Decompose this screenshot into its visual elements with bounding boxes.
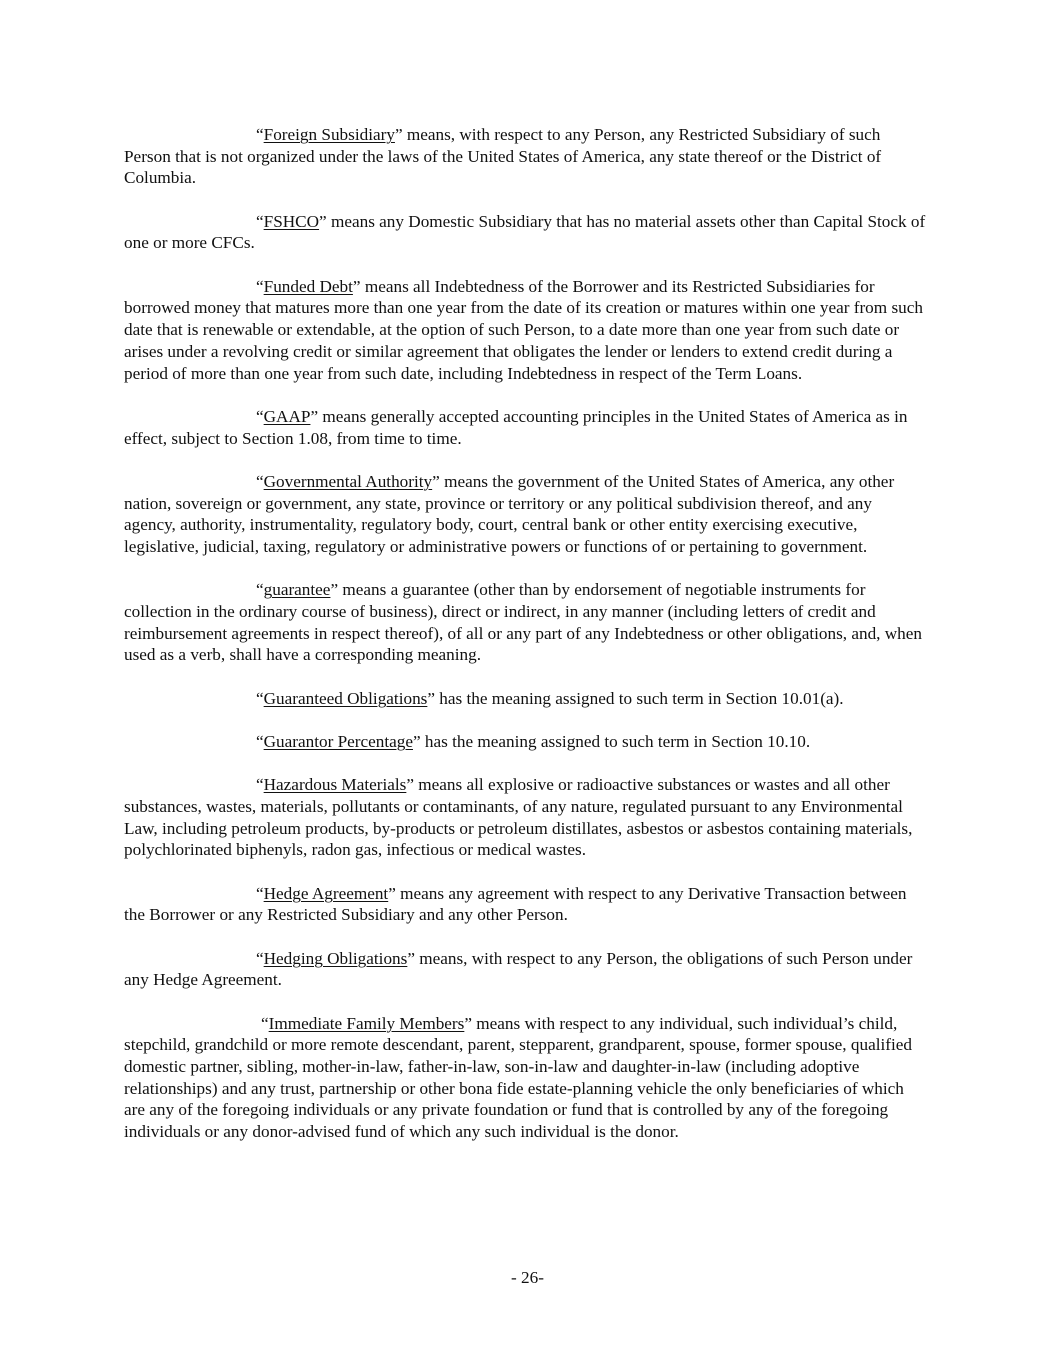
definition-text: ” means a guarantee (other than by endorsement of negotiable instruments for collection in the ordinary course of business), direct or indirect, in any manner (including letters of credit and reimbursement agreements in respect thereof), of all or any part of any Indebtedness or other obligations, and, when used as a verb, shall have a corresponding meaning. <box>124 580 922 665</box>
definition-text: ” means any agreement with respect to any Derivative Transaction between the Borrower or any Restricted Subsidiary and any other Person. <box>124 883 907 925</box>
defined-term: Immediate Family Members <box>268 1013 465 1033</box>
defined-term: Guarantor Percentage <box>263 731 413 751</box>
definition-governmental-authority: “Governmental Authority” means the government of the United States of America, any other nation, sovereign or government, any state, province or territory or any political subdivision thereof, and any agency, authority, instrumentality, regulatory body, court, central bank or other entity exercising executive, legislative, judicial, taxing, regulatory or administrative powers or functions of or pertaining to government. <box>124 471 895 556</box>
definition-text: ” means the government of the United States of America, any other nation, sovereign or government, any state, province or territory or any political subdivision thereof, and any agency, authority, instrumentality, regulatory body, court, central bank or other entity exercising executive, legislative, judicial, taxing, regulatory or administrative powers or functions of or pertaining to government. <box>124 471 895 556</box>
defined-term: guarantee <box>263 580 331 600</box>
definition-text: ” means all explosive or radioactive substances or wastes and all other substances, wastes, materials, pollutants or contaminants, of any nature, regulated pursuant to any Environmental Law, including petroleum products, by-products or petroleum distillates, asbestos or asbestos containing materials, polychlorinated biphenyls, radon gas, infectious or medical wastes. <box>124 775 913 860</box>
definition-guaranteed-obligations: “Guaranteed Obligations” has the meaning assigned to such term in Section 10.01(a). <box>256 688 844 708</box>
definition-text: ” means generally accepted accounting principles in the United States of America as in effect, subject to Section 1.08, from time to time. <box>124 406 908 448</box>
definition-text: ” has the meaning assigned to such term in Section 10.10. <box>413 731 811 751</box>
definition-gaap: “GAAP” means generally accepted accounting principles in the United States of America as in effect, subject to Section 1.08, from time to time. <box>124 406 908 448</box>
definition-guarantee: “guarantee” means a guarantee (other than by endorsement of negotiable instruments for collection in the ordinary course of business), direct or indirect, in any manner (including letters of credit and reimbursement agreements in respect thereof), of all or any part of any Indebtedness or other obligations, and, when used as a verb, shall have a corresponding meaning. <box>124 580 922 665</box>
definition-funded-debt: “Funded Debt” means all Indebtedness of the Borrower and its Restricted Subsidiaries for borrowed money that matures more than one year from the date of its creation or matures within one year from such date that is renewable or extendable, at the option of such Person, to a date more than one year from such date or arises under a revolving credit or similar agreement that obligates the lender or lenders to extend credit during a period of more than one year from such date, including Indebtedness in respect of the Term Loans. <box>124 276 923 383</box>
defined-term: Guaranteed Obligations <box>263 688 428 708</box>
defined-term: GAAP <box>263 406 311 426</box>
definition-text: ” means, with respect to any Person, the obligations of such Person under any Hedge Agreement. <box>124 948 913 990</box>
definition-text: ” has the meaning assigned to such term in Section 10.01(a). <box>427 688 844 708</box>
definition-text: ” means any Domestic Subsidiary that has no material assets other than Capital Stock of one or more CFCs. <box>124 211 926 253</box>
definition-hedging-obligations: “Hedging Obligations” means, with respect to any Person, the obligations of such Person under any Hedge Agreement. <box>124 948 913 990</box>
definition-foreign-subsidiary: “Foreign Subsidiary” means, with respect to any Person, any Restricted Subsidiary of such Person that is not organized under the laws of the United States of America, any state thereof or the District of Columbia. <box>124 125 882 188</box>
definition-guarantor-percentage: “Guarantor Percentage” has the meaning assigned to such term in Section 10.10. <box>256 731 811 751</box>
definition-text: ” means with respect to any individual, such individual’s child, stepchild, grandchild or more remote descendant, parent, stepparent, grandparent, spouse, former spouse, qualified domestic partner, sibling, mother-in-law, father-in-law, son-in-law and daughter-in-law (including adoptive relationships) and any trust, partnership or other bona fide estate-planning vehicle the only beneficiaries of which are any of the foregoing individuals or any private foundation or fund that is controlled by any of the foregoing individuals or any donor-advised fund of which any such individual is the donor. <box>124 1013 912 1142</box>
defined-term: Hedging Obligations <box>263 948 408 968</box>
definition-hazardous-materials: “Hazardous Materials” means all explosive or radioactive substances or wastes and all other substances, wastes, materials, pollutants or contaminants, of any nature, regulated pursuant to any Environmental Law, including petroleum products, by-products or petroleum distillates, asbestos or asbestos containing materials, polychlorinated biphenyls, radon gas, infectious or medical wastes. <box>124 775 913 860</box>
defined-term: Governmental Authority <box>263 471 433 491</box>
defined-term: FSHCO <box>263 211 320 231</box>
defined-term: Foreign Subsidiary <box>263 125 395 144</box>
defined-term: Hedge Agreement <box>263 883 389 903</box>
definition-text: ” means all Indebtedness of the Borrower and its Restricted Subsidiaries for borrowed money that matures more than one year from the date of its creation or matures within one year from such date that is renewable or extendable, at the option of such Person, to a date more than one year from such date or arises under a revolving credit or similar agreement that obligates the lender or lenders to extend credit during a period of more than one year from such date, including Indebtedness in respect of the Term Loans. <box>124 276 923 383</box>
definition-fshco: “FSHCO” means any Domestic Subsidiary that has no material assets other than Capital Stock of one or more CFCs. <box>124 211 926 253</box>
definition-hedge-agreement: “Hedge Agreement” means any agreement with respect to any Derivative Transaction between the Borrower or any Restricted Subsidiary and any other Person. <box>124 883 907 925</box>
definitions-list <box>124 124 926 1164</box>
page-number: - 26- <box>511 1268 544 1287</box>
defined-term: Funded Debt <box>263 276 353 296</box>
defined-term: Hazardous Materials <box>263 775 407 795</box>
definition-text: ” means, with respect to any Person, any Restricted Subsidiary of such Person that is not organized under the laws of the United States of America, any state thereof or the District of Columbia. <box>124 125 882 188</box>
definition-immediate-family-members: “Immediate Family Members” means with respect to any individual, such individual’s child, stepchild, grandchild or more remote descendant, parent, stepparent, grandparent, spouse, former spouse, qualified domestic partner, sibling, mother-in-law, father-in-law, son-in-law and daughter-in-law (including adoptive relationships) and any trust, partnership or other bona fide estate-planning vehicle the only beneficiaries of which are any of the foregoing individuals or any private foundation or fund that is controlled by any of the foregoing individuals or any donor-advised fund of which any such individual is the donor. <box>124 1013 912 1142</box>
